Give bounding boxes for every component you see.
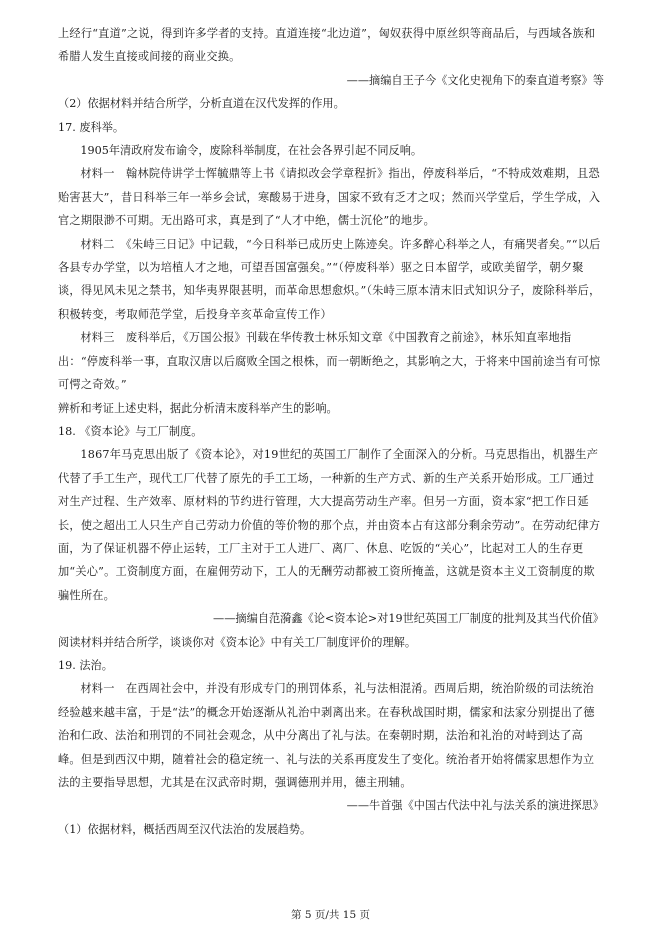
q18-source: ——摘编自范漪鑫《论<资本论>对19世纪英国工厂制度的批判及其当代价值》 bbox=[213, 612, 604, 626]
q17-material-1: 材料一 翰林院侍讲学士恽毓鼎等上书《请拟改会学章程折》指出，停废科举后，“不特成效难期，且恐贻害甚大”，昔日科举三年一举乡会试，寒酸易于进身，国家不致有乏才之叹；然而兴学堂后，学生学成，入官之期限渺不可期。无出路可求，真是到了“人才中绝，儒士沉伦”的地步。 bbox=[58, 167, 601, 228]
q18-body: 1867年马克思出版了《资本论》，对19世纪的英国工厂制作了全面深入的分析。马克思指出，机器生产代替了手工生产，现代工厂代替了原先的手工工场，一种新的生产方式、新的生产关系开始形成。工厂通过对生产过程、生产效率、原材料的节约进行管理，大大提高劳动生产率。但另一方面，资本家“把工作日延长，使之超出工人只生产自己劳动力价值的等价物的那个点，并由资本占有这部分剩余劳动”。在劳动纪律方面，为了保证机器不停止运转，工厂主对于工人进厂、离厂、休息、吃饭的“关心”，比起对工人的生存更加“关心”。工资制度方面，在雇佣劳动下，工人的无酬劳动都被工资所掩盖，这就是资本主义工资制度的欺骗性所在。 bbox=[58, 448, 601, 602]
q17-intro: 1905年清政府发布谕令，废除科举制度，在社会各界引起不同反响。 bbox=[80, 144, 423, 158]
q16-question-2: （2）依据材料并结合所学，分析直道在汉代发挥的作用。 bbox=[58, 97, 345, 111]
q19-title: 19. 法治。 bbox=[58, 658, 113, 672]
q18-question: 阅读材料并结合所学，谈谈你对《资本论》中有关工厂制度评价的理解。 bbox=[58, 635, 417, 649]
q17-question: 辨析和考证上述史料，据此分析清末废科举产生的影响。 bbox=[58, 401, 338, 415]
page-content bbox=[58, 22, 604, 841]
q16-continued-text: 上经行“直道”之说，得到许多学者的支持。直道连接“北边道”，匈奴获得中原丝织等商品后，与西域各族和希腊人发生直接或间接的商业交换。 bbox=[58, 27, 596, 64]
page-footer: 第 5 页/共 15 页 bbox=[291, 909, 370, 921]
q19-question-1: （1）依据材料，概括西周至汉代法治的发展趋势。 bbox=[58, 822, 312, 836]
q18-title: 18. 《资本论》与工厂制度。 bbox=[58, 424, 203, 438]
q19-source: ——牛首强《中国古代法中礼与法关系的演进探思》 bbox=[346, 799, 604, 813]
q16-source: ——摘编自王子今《文化史视角下的秦直道考察》等 bbox=[346, 73, 604, 87]
q17-material-3: 材料三 废科举后，《万国公报》刊载在华传教士林乐知文章《中国教育之前途》，林乐知直率地指出：“停废科举一事，直取汉唐以后腐败全国之根株，而一朝断绝之，其影响之大，于将来中国前途当有可惊可愕之奇效。” bbox=[58, 331, 601, 392]
q17-material-2: 材料二 《朱峙三日记》中记载，“今日科举已成历史上陈迹矣。许多醉心科举之人，有痛哭者矣。”“以后各县专办学堂，以为培植人才之地，可望吾国富强矣。”“（停废科举）驱之日本留学，或欧美留学，朝夕聚谈，得见风未见之禁书，知华夷界限甚明，而革命思想愈炽。”（朱峙三原本清末旧式知识分子，废除科举后，积极转变，考取师范学堂，后投身辛亥革命宣传工作） bbox=[58, 237, 601, 321]
q19-material-1: 材料一 在西周社会中，并没有形成专门的刑罚体系，礼与法相混淆。西周后期，统治阶级的司法统治经验越来越丰富，于是“法”的概念开始逐渐从礼治中剥离出来。在春秋战国时期，儒家和法家分别提出了德治和仁政、法治和刑罚的不同社会观念，从中分离出了礼与法。在秦朝时期，法治和礼治的对峙到达了高峰。但是到西汉中期，随着社会的稳定统一、礼与法的关系再度发生了变化。统治者开始将儒家思想作为立法的主要指导思想，尤其是在汉武帝时期，强调德刑并用，德主刑辅。 bbox=[58, 682, 595, 789]
q17-title: 17. 废科举。 bbox=[58, 120, 125, 134]
